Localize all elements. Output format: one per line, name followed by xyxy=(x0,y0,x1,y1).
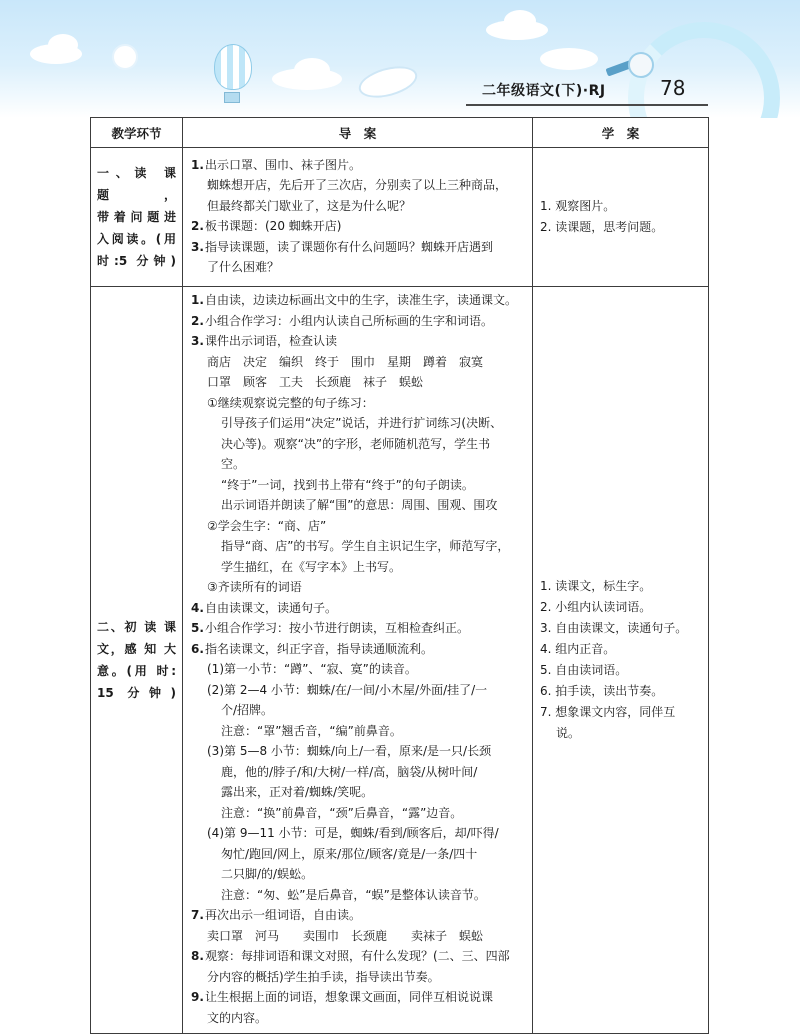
guide-line xyxy=(191,823,526,844)
item-number: 2. xyxy=(191,219,204,233)
guide-text: 文的内容。 xyxy=(207,1010,268,1025)
stage-line: 意。(用 时: xyxy=(97,664,176,678)
study-cell xyxy=(533,148,709,287)
guide-text: 引导孩子们运用“决定”说话，并进行扩词练习(决断、 xyxy=(221,416,503,430)
guide-line xyxy=(191,454,526,475)
stage-cell xyxy=(91,287,183,1034)
guide-text: 二只脚/的/蜈蚣。 xyxy=(221,867,314,881)
guide-text: 口罩 顾客 工夫 长颈鹿 袜子 蜈蚣 xyxy=(207,375,424,389)
guide-line xyxy=(191,946,526,967)
item-number: 4. xyxy=(191,600,204,615)
guide-line xyxy=(191,864,526,885)
guide-text: 再次出示一组词语，自由读。 xyxy=(205,908,362,922)
item-number: 3. xyxy=(191,334,204,348)
guide-text: ①继续观察说完整的句子练习： xyxy=(207,395,374,410)
guide-line xyxy=(191,196,526,217)
flying-fish-icon xyxy=(355,61,420,104)
study-item: 2. 小组内认读词语。 xyxy=(540,600,652,614)
balloon-basket-icon xyxy=(224,92,240,103)
guide-line xyxy=(191,577,526,598)
guide-line xyxy=(191,618,526,639)
guide-text: 个/招牌。 xyxy=(221,703,274,717)
guide-text: “终于”一词，找到书上带有“终于”的句子朗读。 xyxy=(221,477,474,492)
guide-line xyxy=(191,700,526,721)
guide-line xyxy=(191,1008,526,1029)
column-header-study: 学 案 xyxy=(533,118,709,148)
guide-line xyxy=(191,598,526,619)
stage-line: 入阅读。(用 xyxy=(97,232,176,246)
study-item: 2. 读课题，思考问题。 xyxy=(540,220,664,234)
child-mascot-icon xyxy=(628,52,654,78)
item-number: 5. xyxy=(191,621,204,635)
item-number: 2. xyxy=(191,313,204,328)
guide-text: 自由读，边读边标画出文中的生字，读准生字，读通课文。 xyxy=(205,293,518,307)
guide-line xyxy=(191,311,526,332)
column-header-guide: 导 案 xyxy=(183,118,533,148)
guide-text: (4)第 9—11 小节：可是，蜘蛛/看到/顾客后，却/吓得/ xyxy=(207,826,499,840)
study-item: 说。 xyxy=(556,726,581,740)
hot-air-balloon-icon xyxy=(214,44,252,90)
cloud-icon xyxy=(294,58,330,82)
guide-line xyxy=(191,352,526,373)
guide-line xyxy=(191,885,526,906)
guide-line xyxy=(191,175,526,196)
stage-line: 一、读 课 题， xyxy=(97,166,176,202)
guide-line xyxy=(191,393,526,414)
guide-line xyxy=(191,967,526,988)
guide-text: 蜘蛛想开店，先后开了三次店，分别卖了以上三种商品， xyxy=(207,178,508,192)
study-item: 3. 自由读课文，读通句子。 xyxy=(540,621,688,635)
stage-line: 带 着 问 题 进 xyxy=(97,210,176,224)
item-number: 1. xyxy=(191,157,204,172)
guide-text: 但最终都关门歇业了，这是为什么呢？ xyxy=(207,198,412,213)
page-number: 78 xyxy=(660,76,686,100)
guide-text: 观察：每排词语和课文对照，有什么发现？(二、三、四部 xyxy=(205,949,510,963)
guide-text: 注意：“罩”翘舌音，“编”前鼻音。 xyxy=(221,723,402,738)
table-row xyxy=(91,287,709,1034)
guide-text: (2)第 2—4 小节：蜘蛛/在/一间/小木屋/外面/挂了/一 xyxy=(207,682,488,697)
guide-line xyxy=(191,639,526,660)
guide-text: ②学会生字：“商、店” xyxy=(207,518,327,533)
guide-text: 注意：“匆、蚣”是后鼻音，“蜈”是整体认读音节。 xyxy=(221,887,486,902)
guide-line xyxy=(191,516,526,537)
guide-text: 决心等)。观察“决”的字形，老师随机范写，学生书 xyxy=(221,436,491,451)
guide-text: 板书课题：(20 蜘蛛开店) xyxy=(205,219,342,233)
guide-text: 学生描红，在《写字本》上书写。 xyxy=(221,559,402,574)
guide-line xyxy=(191,782,526,803)
guide-text: 指导“商、店”的书写。学生自主识记生字，师范写字， xyxy=(221,539,510,553)
guide-line xyxy=(191,926,526,947)
stage-line: 时:5 分钟) xyxy=(97,254,176,268)
item-number: 9. xyxy=(191,990,204,1004)
guide-text: 课件出示词语，检查认读 xyxy=(205,334,338,348)
study-item: 1. 观察图片。 xyxy=(540,199,616,213)
stage-line: 文，感 知 大 xyxy=(97,642,176,656)
guide-text: 注意：“换”前鼻音，“颈”后鼻音，“露”边音。 xyxy=(221,805,463,820)
guide-line xyxy=(191,434,526,455)
guide-text: 露出来，正对着/蜘蛛/笑呢。 xyxy=(221,785,374,799)
guide-text: 指导读课题，读了课题你有什么问题吗？蜘蛛开店遇到 xyxy=(205,239,494,254)
guide-text: ③齐读所有的词语 xyxy=(207,580,302,594)
guide-line xyxy=(191,741,526,762)
guide-text: 出示口罩、围巾、袜子图片。 xyxy=(205,157,362,172)
stage-cell xyxy=(91,148,183,287)
guide-text: 鹿，他的/脖子/和/大树/一样/高，脑袋/从树叶间/ xyxy=(221,764,478,779)
guide-line xyxy=(191,680,526,701)
book-title: 二年级语文(下)·RJ xyxy=(482,83,606,99)
guide-line xyxy=(191,844,526,865)
guide-text: 了什么困难？ xyxy=(207,260,280,274)
study-item: 7. 想象课文内容，同伴互 xyxy=(540,705,676,719)
guide-line xyxy=(191,803,526,824)
cloud-icon xyxy=(504,10,536,32)
item-number: 7. xyxy=(191,908,204,922)
item-number: 8. xyxy=(191,949,204,963)
study-item: 6. 拍手读，读出节奏。 xyxy=(540,684,664,698)
sun-icon xyxy=(112,44,138,70)
cloud-icon xyxy=(540,48,598,70)
guide-line xyxy=(191,216,526,237)
stage-line: 二、初 读 课 xyxy=(97,620,176,634)
guide-text: 小组合作学习：小组内认读自己所标画的生字和词语。 xyxy=(205,313,494,328)
guide-line xyxy=(191,762,526,783)
guide-text: 自由读课文，读通句子。 xyxy=(205,600,338,615)
table-row xyxy=(91,148,709,287)
guide-line xyxy=(191,331,526,352)
guide-line xyxy=(191,290,526,311)
guide-text: 小组合作学习：按小节进行朗读，互相检查纠正。 xyxy=(205,621,470,635)
lesson-plan-table xyxy=(90,117,709,1034)
header-divider xyxy=(466,104,708,106)
item-number: 6. xyxy=(191,641,204,656)
guide-line xyxy=(191,557,526,578)
guide-text: (1)第一小节：“蹲”、“寂、寞”的读音。 xyxy=(207,662,417,676)
guide-text: 商店 决定 编织 终于 围巾 星期 蹲着 寂寞 xyxy=(207,354,484,369)
guide-line xyxy=(191,659,526,680)
study-item: 4. 组内正音。 xyxy=(540,642,616,656)
guide-text: 让生根据上面的词语，想象课文画面，同伴互相说说课 xyxy=(205,990,494,1004)
guide-line xyxy=(191,536,526,557)
guide-line xyxy=(191,987,526,1008)
guide-text: 分内容的概括)学生拍手读，指导读出节奏。 xyxy=(207,969,440,984)
guide-text: 空。 xyxy=(221,457,246,471)
guide-text: 出示词语并朗读了解“围”的意思：周围、围观、围攻 xyxy=(221,498,498,512)
cloud-icon xyxy=(48,34,78,56)
guide-line xyxy=(191,155,526,176)
study-cell xyxy=(533,287,709,1034)
column-header-stage: 教学环节 xyxy=(91,118,183,148)
guide-cell xyxy=(183,148,533,287)
guide-line xyxy=(191,475,526,496)
table-header-row xyxy=(91,118,709,148)
guide-text: 匆忙/跑回/网上，原来/那位/顾客/竟是/一条/四十 xyxy=(221,846,478,861)
guide-cell xyxy=(183,287,533,1034)
header-banner xyxy=(0,0,800,118)
guide-text: (3)第 5—8 小节：蜘蛛/向上/一看，原来/是一只/长颈 xyxy=(207,744,492,758)
study-item: 1. 读课文，标生字。 xyxy=(540,579,652,593)
guide-line xyxy=(191,372,526,393)
guide-line xyxy=(191,495,526,516)
guide-text: 卖口罩 河马 卖围巾 长颈鹿 卖袜子 蜈蚣 xyxy=(207,928,484,943)
item-number: 1. xyxy=(191,293,204,307)
guide-line xyxy=(191,721,526,742)
guide-line xyxy=(191,413,526,434)
guide-text: 指名读课文，纠正字音，指导读通顺流利。 xyxy=(205,641,434,656)
guide-line xyxy=(191,237,526,258)
guide-line xyxy=(191,905,526,926)
stage-line: 15 分钟) xyxy=(97,686,176,700)
guide-line xyxy=(191,257,526,278)
study-item: 5. 自由读词语。 xyxy=(540,663,628,677)
item-number: 3. xyxy=(191,239,204,254)
